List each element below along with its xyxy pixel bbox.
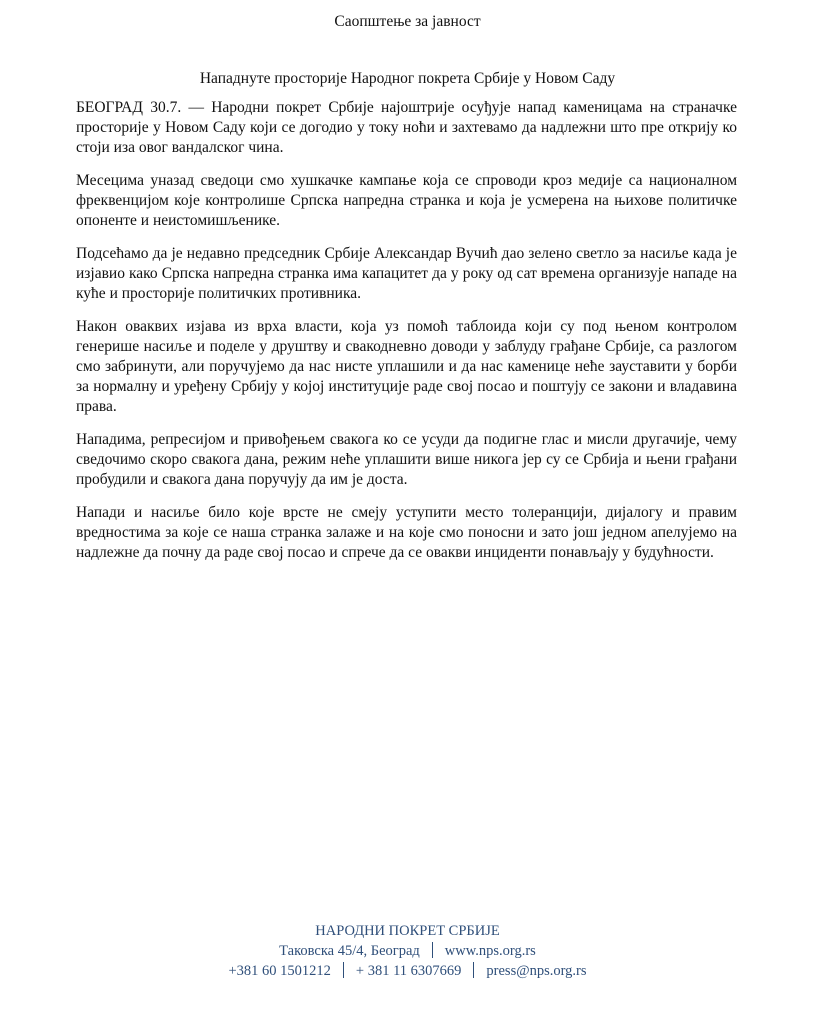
footer-separator	[343, 962, 344, 978]
footer-separator	[473, 962, 474, 978]
footer-phone-mobile: +381 60 1501212	[228, 963, 331, 979]
document-body	[76, 98, 737, 576]
paragraph: БЕОГРАД 30.7. — Народни покрет Србије најоштрије осуђује напад каменицама на страначке просторије у Новом Саду који се догодио у току ноћи и захтевамо да надлежни што пре открију ко стоји иза овог вандалског чина.	[76, 99, 737, 156]
paragraph: Нападима, репресијом и привођењем свакога ко се усуди да подигне глас и мисли другачије, чему сведочимо скоро свакога дана, режим неће уплашити више никога јер су се Србија и њени грађани пробудили и свакога дана поручују да им је доста.	[76, 431, 737, 488]
document-title: Нападнуте просторије Народног покрета Србије у Новом Саду	[199, 70, 616, 87]
footer-email-link[interactable]: press@nps.org.rs	[486, 963, 587, 979]
footer-phone-landline: + 381 11 6307669	[355, 963, 462, 979]
page-header-title: Саопштење за јавност	[334, 13, 481, 30]
page-footer	[0, 921, 815, 981]
footer-separator	[432, 942, 433, 958]
paragraph: Подсећамо да је недавно председник Србије Александар Вучић дао зелено светло за насиље када је изјавио како Српска напредна странка има капацитет да у року од сат времена организује нападе на куће и просторије политичких противника.	[76, 245, 737, 302]
footer-website-link[interactable]: www.nps.org.rs	[444, 943, 536, 959]
footer-contact-line	[0, 961, 815, 981]
paragraph: Напади и насиље било које врсте не смеју уступити место толеранцији, дијалогу и правим вредностима за које се наша странка залаже и на које смо поносни и зато још једном апелујемо на надлежне да почну да раде свој посао и спрече да се овакви инциденти понављају у будућности.	[76, 504, 737, 561]
paragraph: Месецима уназад сведоци смо хушкачке кампање која се спроводи кроз медије са националном фреквенцијом које контролише Српска напредна странка и која је усмерена на њихове политичке опоненте и неистомишљенике.	[76, 172, 737, 229]
footer-address: Таковска 45/4, Београд	[279, 943, 420, 959]
footer-org-name: НАРОДНИ ПОКРЕТ СРБИЈЕ	[315, 923, 500, 939]
paragraph: Након оваквих изјава из врха власти, која уз помоћ таблоида који су под њеном контролом генерише насиље и поделе у друштву и свакодневно доводи у заблуду грађане Србије, са разлогом смо забринути, али поручујемо да нас нисте уплашили и да нас каменице неће зауставити у борби за нормалну и уређену Србију у којој институције раде свој посао и поштују се закони и владавина права.	[76, 318, 737, 415]
footer-address-line	[0, 941, 815, 961]
